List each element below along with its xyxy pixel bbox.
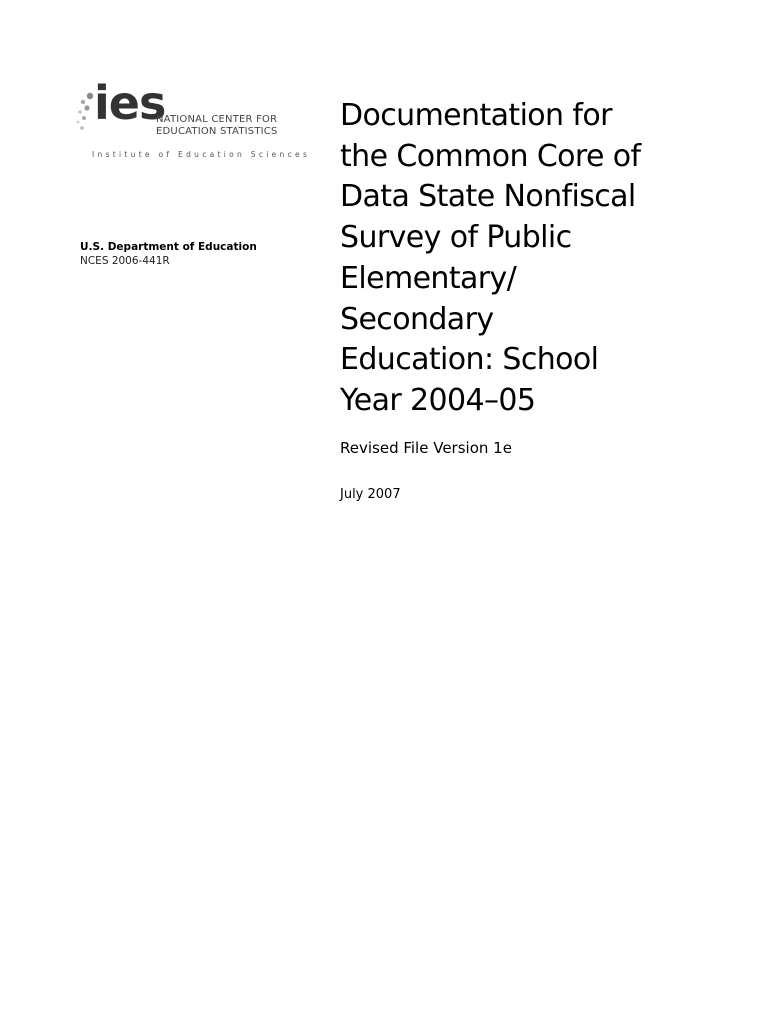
title-line: the Common Core of: [340, 138, 641, 174]
document-subtitle: Revised File Version 1e: [340, 438, 512, 457]
publisher-block: [80, 240, 257, 268]
title-line: Secondary: [340, 301, 494, 337]
title-line: Education: School: [340, 342, 599, 378]
title-line: Data State Nonfiscal: [340, 179, 636, 215]
title-line: Survey of Public: [340, 220, 572, 256]
document-title: [340, 96, 740, 422]
title-block: [340, 96, 740, 504]
logo-name-line-2: EDUCATION STATISTICS: [156, 126, 278, 137]
title-line: Elementary/: [340, 260, 517, 296]
logo-organization-name: [156, 114, 278, 138]
ies-logo: [74, 76, 311, 168]
report-number: NCES 2006-441R: [80, 255, 170, 267]
title-line: Documentation for: [340, 98, 612, 133]
title-line: Year 2004–05: [340, 382, 536, 418]
logo-wordmark: ies: [94, 76, 166, 130]
logo-tagline: Institute of Education Sciences: [92, 150, 311, 159]
agency-name: U.S. Department of Education: [80, 241, 257, 253]
logo-name-line-1: NATIONAL CENTER FOR: [156, 114, 278, 125]
publication-date: July 2007: [340, 486, 401, 502]
